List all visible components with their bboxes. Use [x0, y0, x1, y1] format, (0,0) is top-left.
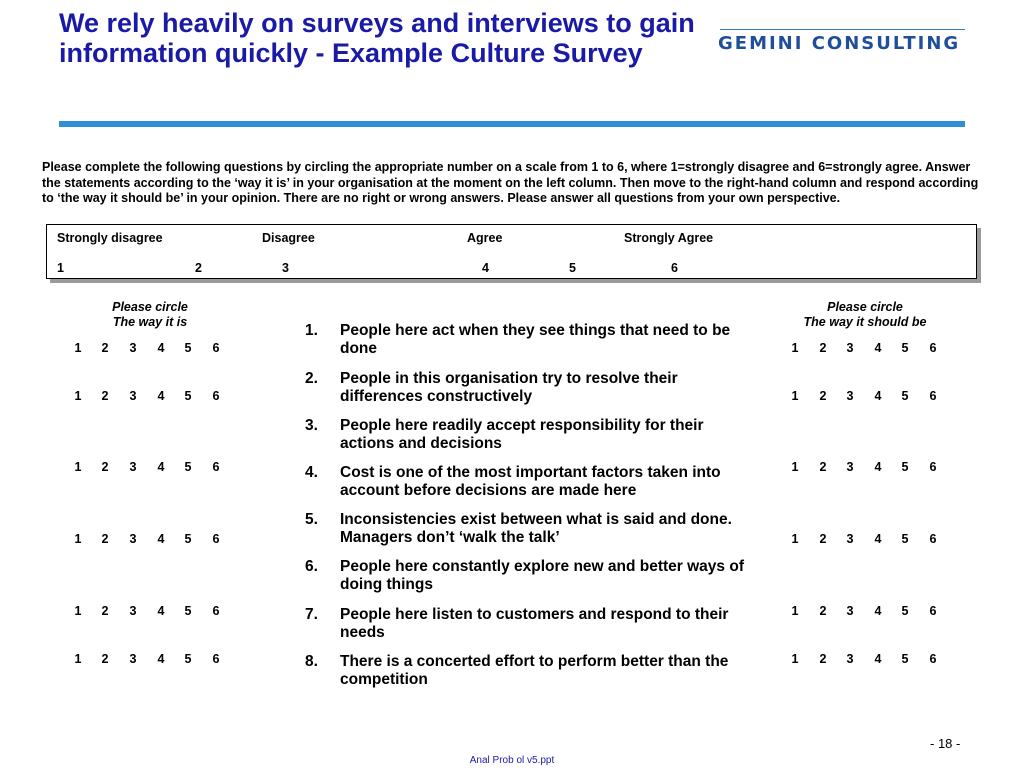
right-rating-option[interactable]: 3	[846, 532, 854, 546]
left-rating-option[interactable]: 3	[129, 341, 137, 355]
question-text: Inconsistencies exist between what is said and done. Managers don’t ‘walk the talk’	[340, 511, 732, 546]
left-rating-option[interactable]: 5	[184, 604, 192, 618]
footer-filename: Anal Prob ol v5.ppt	[469, 755, 555, 766]
right-rating-option[interactable]: 4	[874, 652, 882, 666]
scale-number-2: 2	[195, 261, 202, 275]
left-rating-option[interactable]: 2	[101, 341, 109, 355]
left-rating-option[interactable]: 6	[212, 460, 220, 474]
right-rating-option[interactable]: 4	[874, 604, 882, 618]
left-rating-option[interactable]: 2	[101, 389, 109, 403]
left-rating-option[interactable]: 4	[157, 460, 165, 474]
left-rating-option[interactable]: 3	[129, 532, 137, 546]
right-rating-option[interactable]: 1	[791, 389, 799, 403]
question-number: 2.	[305, 370, 318, 387]
scale-number-4: 4	[482, 261, 489, 275]
right-rating-option[interactable]: 6	[929, 460, 937, 474]
right-rating-option[interactable]: 4	[874, 460, 882, 474]
right-rating-option[interactable]: 3	[846, 341, 854, 355]
left-rating-option[interactable]: 6	[212, 652, 220, 666]
right-rating-option[interactable]: 4	[874, 389, 882, 403]
right-rating-option[interactable]: 2	[819, 652, 827, 666]
right-rating-option[interactable]: 4	[874, 341, 882, 355]
left-rating-option[interactable]: 2	[101, 652, 109, 666]
right-rating-option[interactable]: 3	[846, 389, 854, 403]
left-rating-option[interactable]: 3	[129, 652, 137, 666]
scale-label-disagree: Disagree	[262, 231, 315, 245]
question-text: People in this organisation try to resolve their differences constructively	[340, 370, 678, 405]
left-rating-option[interactable]: 1	[74, 389, 82, 403]
left-rating-option[interactable]: 4	[157, 604, 165, 618]
question-text: People here constantly explore new and better ways of doing things	[340, 558, 744, 593]
right-rating-option[interactable]: 3	[846, 460, 854, 474]
question-text: Cost is one of the most important factors taken into account before decisions are made here	[340, 464, 721, 499]
slide-title: We rely heavily on surveys and interviews to gain information quickly - Example Culture Survey	[59, 8, 695, 68]
scale-label-strongly-agree: Strongly Agree	[624, 231, 714, 245]
question-number: 1.	[305, 322, 318, 339]
right-rating-option[interactable]: 1	[791, 460, 799, 474]
left-rating-option[interactable]: 5	[184, 532, 192, 546]
right-rating-option[interactable]: 2	[819, 604, 827, 618]
scale-number-5: 5	[569, 261, 576, 275]
scale-number-3: 3	[282, 261, 289, 275]
right-rating-option[interactable]: 6	[929, 532, 937, 546]
right-rating-option[interactable]: 1	[791, 532, 799, 546]
question-text: People here act when they see things that need to be done	[340, 322, 731, 357]
left-rating-option[interactable]: 2	[101, 532, 109, 546]
left-rating-option[interactable]: 4	[157, 389, 165, 403]
question-number: 5.	[305, 511, 318, 528]
left-rating-option[interactable]: 5	[184, 652, 192, 666]
company-logo: GEMINI CONSULTING	[718, 33, 961, 54]
page-number: - 18 -	[930, 736, 961, 751]
left-rating-option[interactable]: 2	[101, 460, 109, 474]
left-rating-option[interactable]: 1	[74, 652, 82, 666]
question-text: There is a concerted effort to perform better than the competition	[340, 653, 729, 688]
right-rating-option[interactable]: 2	[819, 532, 827, 546]
question-number: 8.	[305, 653, 318, 670]
left-rating-option[interactable]: 3	[129, 604, 137, 618]
question-number: 3.	[305, 417, 318, 434]
right-rating-option[interactable]: 6	[929, 389, 937, 403]
left-rating-option[interactable]: 3	[129, 460, 137, 474]
right-rating-option[interactable]: 5	[901, 389, 909, 403]
right-rating-option[interactable]: 5	[901, 532, 909, 546]
right-rating-option[interactable]: 3	[846, 604, 854, 618]
question-text: People here readily accept responsibility for their actions and decisions	[340, 417, 704, 452]
left-rating-option[interactable]: 5	[184, 341, 192, 355]
left-rating-option[interactable]: 6	[212, 532, 220, 546]
right-rating-option[interactable]: 1	[791, 341, 799, 355]
left-column-header-line2: The way it is	[112, 315, 188, 329]
scale-number-6: 6	[671, 261, 678, 275]
left-rating-option[interactable]: 6	[212, 341, 220, 355]
left-rating-option[interactable]: 3	[129, 389, 137, 403]
right-rating-option[interactable]: 5	[901, 460, 909, 474]
scale-legend-box	[46, 224, 977, 279]
right-rating-option[interactable]: 1	[791, 652, 799, 666]
survey-instructions: Please complete the following questions by circling the appropriate number on a scale from 1 to 6, where 1=strongly disagree and 6=strongly agree. Answer the statements according to the ‘way it is’ in your organisation at the moment on the left column. Then move to the right-hand column and respond according to ‘the way it should be’ in your opinion. There are no right or wrong answers. Please answer all questions from your own perspective.	[42, 160, 979, 205]
right-rating-option[interactable]: 5	[901, 341, 909, 355]
right-rating-option[interactable]: 6	[929, 652, 937, 666]
question-number: 6.	[305, 558, 318, 575]
logo-rule	[720, 29, 965, 30]
left-rating-option[interactable]: 5	[184, 460, 192, 474]
scale-label-agree: Agree	[467, 231, 503, 245]
title-divider	[59, 121, 965, 127]
scale-label-strongly-disagree: Strongly disagree	[57, 231, 163, 245]
left-rating-option[interactable]: 4	[157, 652, 165, 666]
left-rating-option[interactable]: 6	[212, 389, 220, 403]
right-rating-option[interactable]: 2	[819, 341, 827, 355]
right-column-header-line2: The way it should be	[803, 315, 927, 329]
left-rating-option[interactable]: 1	[74, 460, 82, 474]
left-rating-option[interactable]: 2	[101, 604, 109, 618]
left-rating-option[interactable]: 4	[157, 532, 165, 546]
question-number: 7.	[305, 606, 318, 623]
left-rating-option[interactable]: 6	[212, 604, 220, 618]
right-rating-option[interactable]: 5	[901, 652, 909, 666]
right-rating-option[interactable]: 6	[929, 341, 937, 355]
left-rating-option[interactable]: 4	[157, 341, 165, 355]
scale-number-1: 1	[57, 261, 64, 275]
right-rating-option[interactable]: 2	[819, 389, 827, 403]
right-column-header-line1: Please circle	[827, 300, 903, 314]
right-rating-option[interactable]: 2	[819, 460, 827, 474]
right-column-header	[780, 300, 950, 330]
left-rating-option[interactable]: 1	[74, 341, 82, 355]
left-column-header-line1: Please circle	[112, 300, 188, 314]
left-column-header	[70, 300, 230, 330]
left-rating-option[interactable]: 1	[74, 604, 82, 618]
right-rating-option[interactable]: 6	[929, 604, 937, 618]
left-rating-option[interactable]: 1	[74, 532, 82, 546]
left-rating-option[interactable]: 5	[184, 389, 192, 403]
question-number: 4.	[305, 464, 318, 481]
right-rating-option[interactable]: 3	[846, 652, 854, 666]
right-rating-option[interactable]: 5	[901, 604, 909, 618]
right-rating-option[interactable]: 4	[874, 532, 882, 546]
right-rating-option[interactable]: 1	[791, 604, 799, 618]
question-text: People here listen to customers and respond to their needs	[340, 606, 729, 641]
